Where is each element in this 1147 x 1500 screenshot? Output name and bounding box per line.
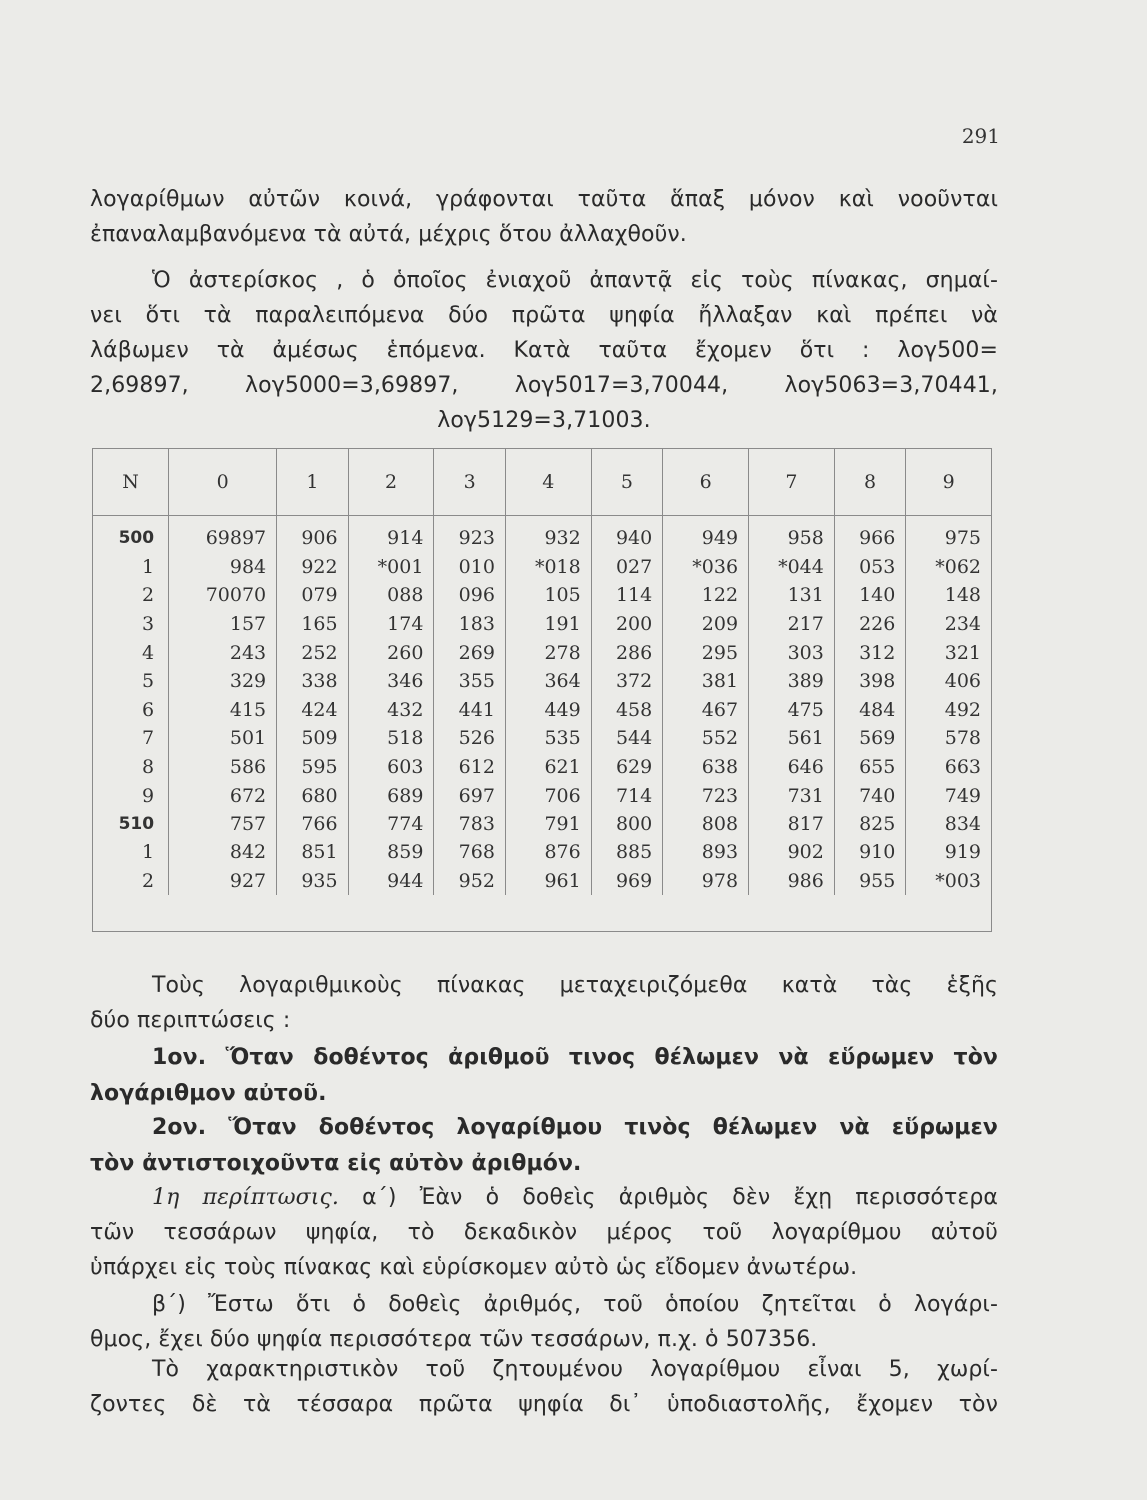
- text-line: ὑπάρχει εἰς τοὺς πίνακας καὶ εὑρίσκομεν αὐτὸ ὡς εἴδομεν ἀνωτέρω.: [90, 1255, 858, 1280]
- page-number: 291: [961, 124, 1000, 148]
- table-cell: 389: [749, 667, 835, 696]
- table-cell: 914: [348, 516, 434, 553]
- table-cell: 749: [906, 781, 991, 810]
- table-cell: 927: [169, 867, 277, 896]
- table-cell: 295: [663, 638, 749, 667]
- text-line: ζοντες δὲ τὰ τέσσαρα πρῶτα ψηφία δι᾽ ὑποδιαστολῆς, ἔχομεν τὸν: [90, 1392, 998, 1417]
- table-cell: 638: [663, 753, 749, 782]
- table-cell: 114: [591, 581, 662, 610]
- row-label: 500: [118, 528, 155, 549]
- text-line: λογάριθμον αὐτοῦ.: [90, 1081, 327, 1106]
- table-cell: 986: [749, 867, 835, 896]
- table-cell: 842: [169, 838, 277, 867]
- table-cell: 372: [591, 667, 662, 696]
- table-cell: 105: [505, 581, 591, 610]
- table-cell: 69897: [169, 516, 277, 553]
- table-cell: *001: [348, 553, 434, 582]
- table-cell: 243: [169, 638, 277, 667]
- table-cell: 131: [749, 581, 835, 610]
- table-cell: 923: [434, 516, 505, 553]
- table-header-row: [93, 449, 991, 516]
- table-cell: 621: [505, 753, 591, 782]
- table-body: [93, 516, 991, 896]
- column-header: 3: [434, 449, 505, 516]
- table-cell: 183: [434, 610, 505, 639]
- table-cell: 526: [434, 724, 505, 753]
- table-cell: 935: [277, 867, 348, 896]
- table-cell: *036: [663, 553, 749, 582]
- case-1-paragraph: [90, 1040, 998, 1112]
- table-cell: 817: [749, 810, 835, 838]
- text-line: ἐπαναλαμβανόμενα τὰ αὐτά, μέχρις ὅτου ἀλλαχθοῦν.: [90, 222, 687, 247]
- table-row: [93, 610, 991, 639]
- table-cell: 706: [505, 781, 591, 810]
- first-case-paragraph: [90, 1180, 998, 1285]
- table-cell: 944: [348, 867, 434, 896]
- table-cell: 226: [834, 610, 905, 639]
- text-line: 2,69897, λογ5000=3,69897, λογ5017=3,70044, λογ5063=3,70441,: [90, 373, 998, 398]
- table-cell: 535: [505, 724, 591, 753]
- table-cell: 217: [749, 610, 835, 639]
- table-cell: *018: [505, 553, 591, 582]
- table-cell: 672: [169, 781, 277, 810]
- table-cell: 458: [591, 696, 662, 725]
- table-cell: 312: [834, 638, 905, 667]
- table-cell: 010: [434, 553, 505, 582]
- text-line: λογαρίθμων αὐτῶν κοινά, γράφονται ταῦτα ἅπαξ μόνον καὶ νοοῦνται: [90, 187, 998, 212]
- table-cell: 958: [749, 516, 835, 553]
- column-header: 0: [169, 449, 277, 516]
- table-cell: 424: [277, 696, 348, 725]
- table-cell: 269: [434, 638, 505, 667]
- table-cell: 595: [277, 753, 348, 782]
- asterisk-paragraph: [90, 263, 998, 438]
- table-cell: 766: [277, 810, 348, 838]
- text-line: νει ὅτι τὰ παραλειπόμενα δύο πρῶτα ψηφία ἤλλαξαν καὶ πρέπει νὰ: [90, 303, 998, 328]
- column-header: 1: [277, 449, 348, 516]
- table-cell: 209: [663, 610, 749, 639]
- text-line: τὸν ἀντιστοιχοῦντα εἰς αὐτὸν ἀριθμόν.: [90, 1151, 582, 1176]
- column-header: N: [93, 449, 169, 516]
- table-cell: 800: [591, 810, 662, 838]
- case-label: 1η περίπτωσις.: [152, 1185, 339, 1210]
- table-cell: 415: [169, 696, 277, 725]
- table-cell: 825: [834, 810, 905, 838]
- table-cell: 663: [906, 753, 991, 782]
- table-cell: 757: [169, 810, 277, 838]
- text-line: θμος, ἔχει δύο ψηφία περισσότερα τῶν τεσσάρων, π.χ. ὁ 507356.: [90, 1327, 818, 1352]
- table-row: [93, 724, 991, 753]
- table-cell: 329: [169, 667, 277, 696]
- table-cell: 949: [663, 516, 749, 553]
- table-cell: 286: [591, 638, 662, 667]
- table-cell: 876: [505, 838, 591, 867]
- table-row: [93, 781, 991, 810]
- table-cell: 122: [663, 581, 749, 610]
- text-line: 1ον. Ὅταν δοθέντος ἀριθμοῦ τινος θέλωμεν νὰ εὕρωμεν τὸν: [152, 1045, 998, 1070]
- table-cell: 774: [348, 810, 434, 838]
- text-line: Ὁ ἀστερίσκος , ὁ ὁποῖος ἐνιαχοῦ ἀπαντᾷ εἰς τοὺς πίνακας, σημαί-: [152, 268, 998, 293]
- row-label: 2: [142, 869, 155, 892]
- table-cell: 893: [663, 838, 749, 867]
- table-cell: 70070: [169, 581, 277, 610]
- table-cell: 932: [505, 516, 591, 553]
- table-cell: 975: [906, 516, 991, 553]
- row-label: 1: [142, 555, 155, 578]
- table-cell: 398: [834, 667, 905, 696]
- table-cell: 381: [663, 667, 749, 696]
- text-line: [90, 1180, 998, 1215]
- table-cell: 079: [277, 581, 348, 610]
- table-cell: 808: [663, 810, 749, 838]
- table-cell: 723: [663, 781, 749, 810]
- column-header: 6: [663, 449, 749, 516]
- table-row: [93, 696, 991, 725]
- table-cell: 922: [277, 553, 348, 582]
- table-cell: 783: [434, 810, 505, 838]
- table-cell: 552: [663, 724, 749, 753]
- table-cell: 406: [906, 667, 991, 696]
- row-label: 7: [142, 727, 155, 750]
- table-cell: 544: [591, 724, 662, 753]
- table-cell: 906: [277, 516, 348, 553]
- table-cell: 731: [749, 781, 835, 810]
- table-cell: 303: [749, 638, 835, 667]
- table-cell: 569: [834, 724, 905, 753]
- table-cell: 088: [348, 581, 434, 610]
- table-row: [93, 867, 991, 896]
- table-row: [93, 667, 991, 696]
- table-cell: 191: [505, 610, 591, 639]
- table-row: [93, 516, 991, 553]
- column-header: 2: [348, 449, 434, 516]
- table-cell: 518: [348, 724, 434, 753]
- table-cell: *044: [749, 553, 835, 582]
- table-cell: 432: [348, 696, 434, 725]
- table-cell: 096: [434, 581, 505, 610]
- table-cell: 338: [277, 667, 348, 696]
- table-cell: 697: [434, 781, 505, 810]
- row-label: 1: [142, 841, 155, 864]
- table-cell: 467: [663, 696, 749, 725]
- table-cell: 027: [591, 553, 662, 582]
- table-cell: 321: [906, 638, 991, 667]
- table-cell: 578: [906, 724, 991, 753]
- row-label: 9: [142, 784, 155, 807]
- table-cell: 791: [505, 810, 591, 838]
- table-cell: 834: [906, 810, 991, 838]
- column-header: 5: [591, 449, 662, 516]
- table-cell: 346: [348, 667, 434, 696]
- table-cell: 140: [834, 581, 905, 610]
- column-header: 7: [749, 449, 835, 516]
- table-cell: 978: [663, 867, 749, 896]
- table-cell: 492: [906, 696, 991, 725]
- table-row: [93, 638, 991, 667]
- table-cell: 364: [505, 667, 591, 696]
- table-cell: 234: [906, 610, 991, 639]
- table-cell: 902: [749, 838, 835, 867]
- column-header: 9: [906, 449, 991, 516]
- table-cell: 252: [277, 638, 348, 667]
- table-cell: 646: [749, 753, 835, 782]
- table-row: [93, 810, 991, 838]
- table-cell: 484: [834, 696, 905, 725]
- table-cell: 919: [906, 838, 991, 867]
- table-cell: 509: [277, 724, 348, 753]
- table-cell: 200: [591, 610, 662, 639]
- row-label: 5: [142, 670, 155, 693]
- table-cell: 148: [906, 581, 991, 610]
- table-row: [93, 581, 991, 610]
- text-line: τῶν τεσσάρων ψηφία, τὸ δεκαδικὸν μέρος τοῦ λογαρίθμου αὐτοῦ: [90, 1220, 998, 1245]
- table-cell: 441: [434, 696, 505, 725]
- row-label: 510: [118, 813, 155, 834]
- table-cell: 851: [277, 838, 348, 867]
- characteristic-paragraph: [90, 1352, 998, 1422]
- table-cell: *003: [906, 867, 991, 896]
- row-label: 4: [142, 641, 155, 664]
- table-cell: 940: [591, 516, 662, 553]
- table-cell: 165: [277, 610, 348, 639]
- table-cell: 910: [834, 838, 905, 867]
- table-cell: 859: [348, 838, 434, 867]
- text-fragment: α΄) Ἐὰν ὁ δοθεὶς ἀριθμὸς δὲν ἔχῃ περισσότερα: [362, 1185, 998, 1210]
- text-line: δύο περιπτώσεις :: [90, 1008, 291, 1033]
- table-cell: *062: [906, 553, 991, 582]
- logarithm-table: [92, 448, 992, 932]
- table-cell: 260: [348, 638, 434, 667]
- text-line: λάβωμεν τὰ ἀμέσως ἑπόμενα. Κατὰ ταῦτα ἔχομεν ὅτι : λογ500=: [90, 338, 998, 363]
- table-row: [93, 753, 991, 782]
- beta-paragraph: [90, 1287, 998, 1357]
- table-cell: 629: [591, 753, 662, 782]
- row-label: 2: [142, 584, 155, 607]
- table-cell: 969: [591, 867, 662, 896]
- table-cell: 355: [434, 667, 505, 696]
- table-cell: 053: [834, 553, 905, 582]
- table-cell: 475: [749, 696, 835, 725]
- intro-paragraph: [90, 182, 998, 252]
- table-cell: 680: [277, 781, 348, 810]
- table-cell: 885: [591, 838, 662, 867]
- table-cell: 278: [505, 638, 591, 667]
- table-cell: 984: [169, 553, 277, 582]
- table-cell: 561: [749, 724, 835, 753]
- table-cell: 655: [834, 753, 905, 782]
- table-cell: 449: [505, 696, 591, 725]
- table-cell: 714: [591, 781, 662, 810]
- table-row: [93, 553, 991, 582]
- case-2-paragraph: [90, 1110, 998, 1182]
- table-cell: 740: [834, 781, 905, 810]
- table-cell: 966: [834, 516, 905, 553]
- text-line: λογ5129=3,71003.: [437, 408, 651, 433]
- table-cell: 586: [169, 753, 277, 782]
- usage-paragraph: [90, 968, 998, 1038]
- table-cell: 961: [505, 867, 591, 896]
- table-cell: 768: [434, 838, 505, 867]
- column-header: 4: [505, 449, 591, 516]
- table-cell: 612: [434, 753, 505, 782]
- table-cell: 689: [348, 781, 434, 810]
- text-line: β΄) Ἔστω ὅτι ὁ δοθεὶς ἀριθμός, τοῦ ὁποίου ζητεῖται ὁ λογάρι-: [152, 1292, 998, 1317]
- column-header: 8: [834, 449, 905, 516]
- text-line: Τοὺς λογαριθμικοὺς πίνακας μεταχειριζόμεθα κατὰ τὰς ἑξῆς: [152, 973, 998, 998]
- text-line: Τὸ χαρακτηριστικὸν τοῦ ζητουμένου λογαρίθμου εἶναι 5, χωρί-: [152, 1357, 998, 1382]
- table-cell: 174: [348, 610, 434, 639]
- row-label: 8: [142, 756, 155, 779]
- table-cell: 952: [434, 867, 505, 896]
- table-cell: 955: [834, 867, 905, 896]
- table-cell: 603: [348, 753, 434, 782]
- table-row: [93, 838, 991, 867]
- row-label: 6: [142, 698, 155, 721]
- table-cell: 157: [169, 610, 277, 639]
- table-cell: 501: [169, 724, 277, 753]
- row-label: 3: [142, 613, 155, 636]
- text-line: 2ον. Ὅταν δοθέντος λογαρίθμου τινὸς θέλωμεν νὰ εὕρωμεν: [152, 1115, 998, 1140]
